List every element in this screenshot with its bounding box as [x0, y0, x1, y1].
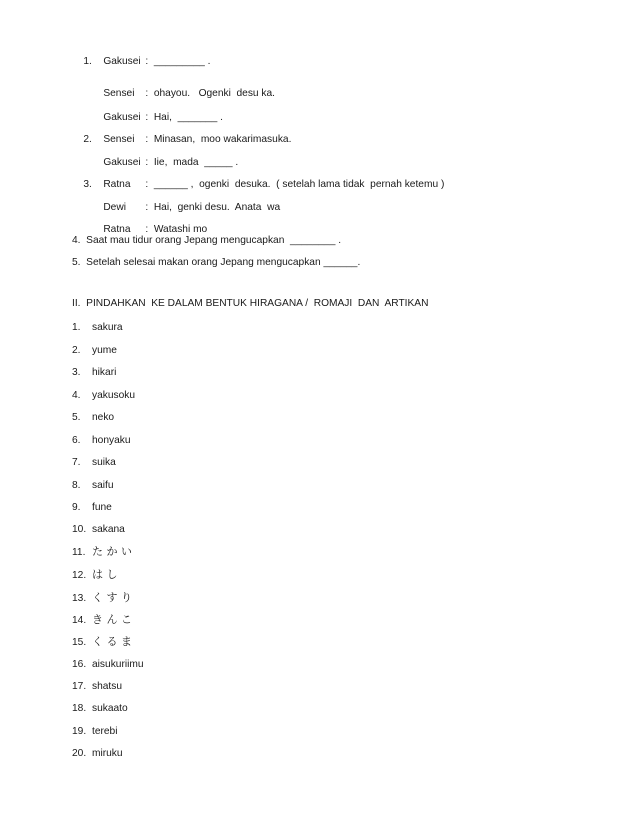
dialogue-line [72, 44, 210, 80]
item-number: 17. [72, 681, 87, 692]
list-item [72, 390, 135, 402]
item-number: 12. [72, 570, 87, 581]
statement-line: 4. Saat mau tidur orang Jepang mengucapkan ________ . [72, 235, 342, 246]
item-number: 15. [72, 637, 87, 648]
list-item [72, 726, 117, 738]
dialogue-text: : Watashi mo [145, 224, 208, 235]
item-word: yume [92, 345, 117, 356]
item-number: 14. [72, 615, 87, 626]
item-word: く る ま [92, 635, 132, 648]
item-number: 10. [72, 524, 87, 535]
item-number: 13. [72, 593, 87, 604]
dialogue-text: : Minasan, moo wakarimasuka. [145, 134, 292, 145]
item-word: suika [92, 457, 116, 468]
item-word: は し [92, 568, 118, 581]
item-number: 8. [72, 480, 81, 491]
speaker-name: Sensei [103, 88, 135, 99]
list-item [72, 546, 132, 559]
list-item [72, 502, 112, 514]
list-item [72, 659, 144, 671]
item-word: hikari [92, 367, 117, 378]
dialogue-text: : Iie, mada _____ . [145, 157, 239, 168]
item-number: 1. [83, 56, 92, 67]
list-item [72, 435, 131, 447]
item-number: 19. [72, 726, 87, 737]
item-number: 20. [72, 748, 87, 759]
list-item [72, 592, 132, 605]
item-number: 6. [72, 435, 81, 446]
speaker-name: Gakusei [103, 112, 141, 123]
item-word: aisukuriimu [92, 659, 144, 670]
list-item [72, 748, 123, 760]
item-number: 5. [72, 412, 81, 423]
list-item [72, 480, 114, 492]
statement-line: 5. Setelah selesai makan orang Jepang mengucapkan ______. [72, 257, 361, 268]
item-word: neko [92, 412, 115, 423]
speaker-name: Sensei [103, 134, 135, 145]
list-item [72, 703, 128, 715]
list-item [72, 569, 118, 582]
item-word: く す り [92, 591, 132, 604]
speaker-name: Gakusei [103, 56, 141, 67]
item-number: 4. [72, 390, 81, 401]
item-word: yakusoku [92, 390, 136, 401]
list-item [72, 457, 116, 469]
section-heading: II. PINDAHKAN KE DALAM BENTUK HIRAGANA / ROMAJI DAN ARTIKAN [72, 298, 429, 309]
item-word: miruku [92, 748, 123, 759]
list-item [72, 636, 132, 649]
list-item [72, 367, 116, 379]
item-word: sakura [92, 322, 123, 333]
list-item [72, 614, 132, 627]
item-number: 3. [83, 179, 92, 190]
item-word: terebi [92, 726, 118, 737]
dialogue-text: : _________ . [145, 56, 211, 67]
item-number: 3. [72, 367, 81, 378]
item-number: 2. [72, 345, 81, 356]
dialogue-text: : Hai, genki desu. Anata wa [145, 202, 281, 213]
list-item [72, 322, 123, 334]
item-number: 9. [72, 502, 81, 513]
list-item [72, 345, 117, 357]
list-item [72, 524, 125, 536]
item-number: 11. [72, 547, 86, 558]
item-word: shatsu [92, 681, 123, 692]
item-word: honyaku [92, 435, 131, 446]
dialogue-text: : Hai, _______ . [145, 112, 223, 123]
item-number: 2. [83, 134, 92, 145]
speaker-name: Gakusei [103, 157, 141, 168]
item-word: き ん こ [92, 613, 132, 626]
item-number: 16. [72, 659, 87, 670]
item-word: sakana [92, 524, 125, 535]
item-word: sukaato [92, 703, 128, 714]
item-number: 18. [72, 703, 87, 714]
speaker-name: Ratna [103, 179, 131, 190]
item-word: fune [92, 502, 112, 513]
speaker-name: Ratna [103, 224, 131, 235]
list-item [72, 412, 114, 424]
dialogue-text: : ohayou. Ogenki desu ka. [145, 88, 276, 99]
item-word: saifu [92, 480, 114, 491]
item-number: 7. [72, 457, 81, 468]
item-number: 1. [72, 322, 81, 333]
list-item [72, 681, 122, 693]
speaker-name: Dewi [103, 202, 126, 213]
dialogue-text: : ______ , ogenki desuka. ( setelah lama tidak pernah ketemu ) [145, 179, 445, 190]
item-word: た か い [92, 545, 132, 558]
